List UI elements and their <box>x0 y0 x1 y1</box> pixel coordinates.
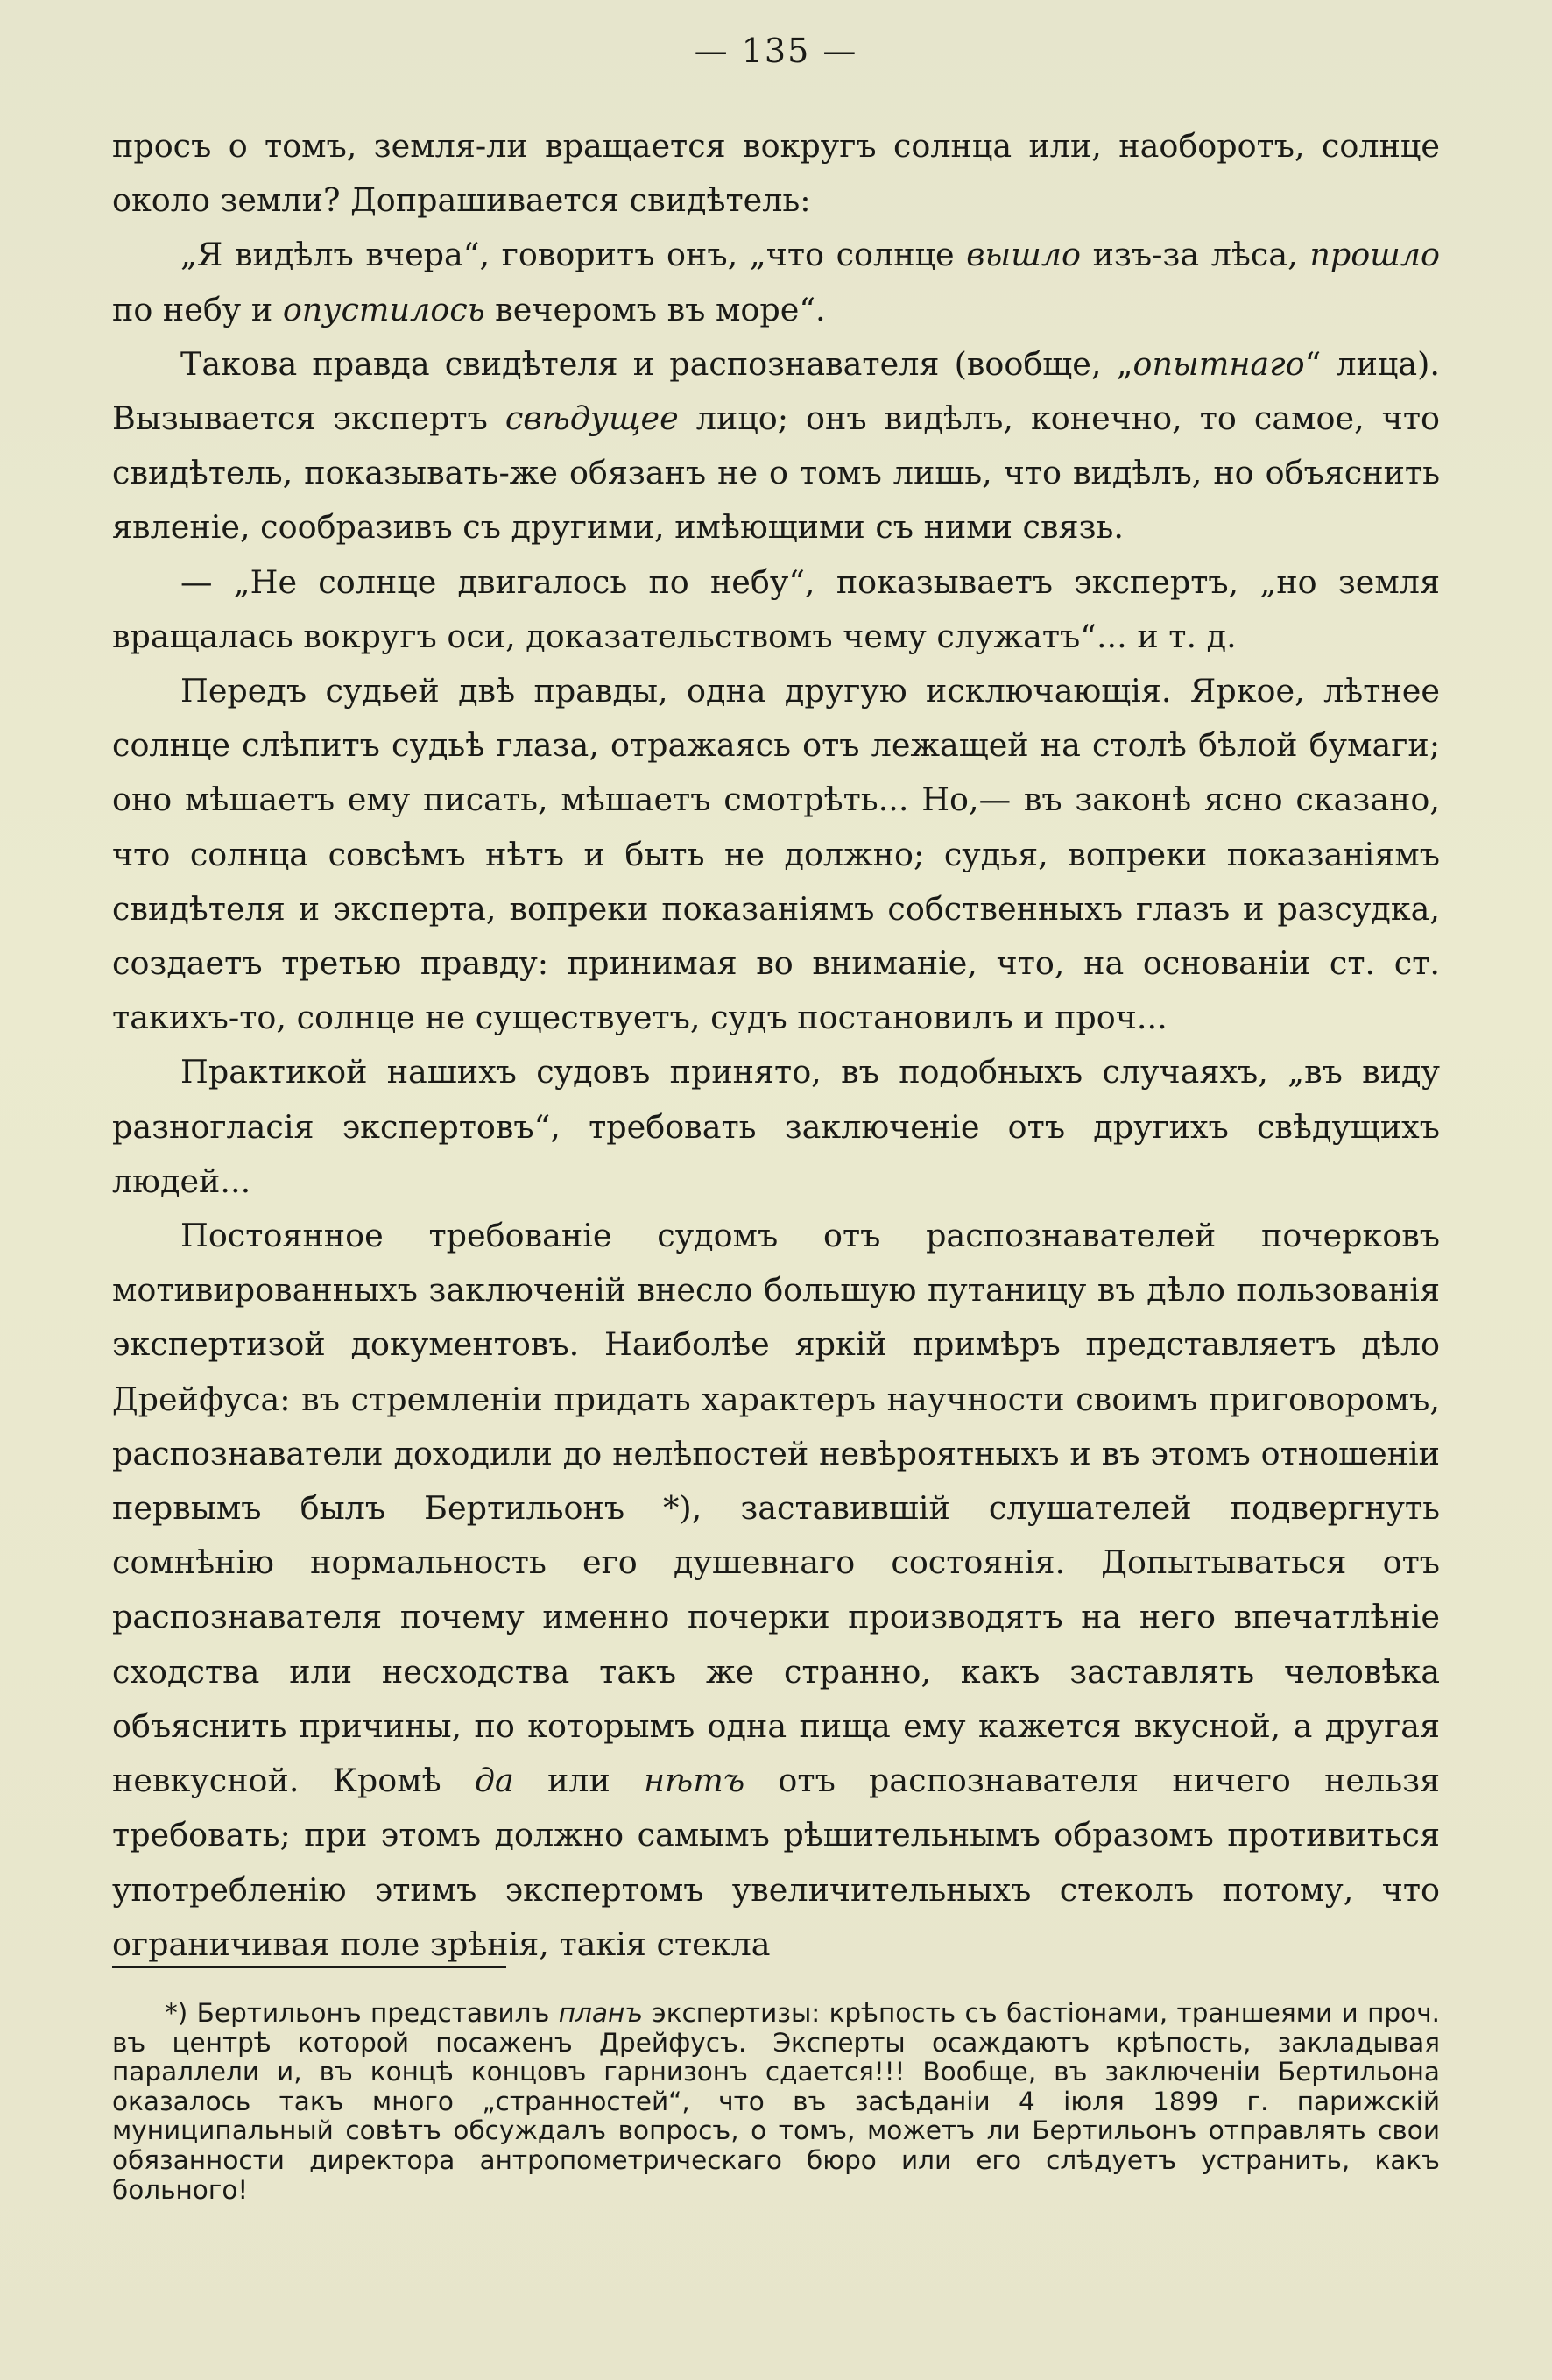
text-run: *) Бертильонъ представилъ <box>165 1998 559 2028</box>
italic-word: опустилось <box>282 290 485 328</box>
text-run: экспертизы: крѣпость съ бастіонами, траншеями и проч. въ центрѣ которой посаженъ Дрейфусъ. Эксперты осаждаютъ крѣпость, закладывая параллели и, въ концѣ концовъ гарнизонъ сдается!!! Вообще, въ заключеніи Бертильона оказалось такъ много „странностей“, что въ засѣданіи 4 іюля 1899 г. парижскій муниципальный совѣтъ обсуждалъ вопросъ, о томъ, можетъ ли Бертильонъ отправлять свои обязанности директора антропометрическаго бюро или его слѣдуетъ устранить, какъ больного! <box>112 1998 1441 2205</box>
paragraph <box>112 119 1440 228</box>
italic-word: вышло <box>966 236 1082 274</box>
italic-word: планъ <box>558 1998 644 2028</box>
paragraph <box>112 555 1440 664</box>
italic-word: свѣдущее <box>504 399 679 438</box>
text-run: Постоянное требованіе судомъ отъ распознавателей почерковъ мотивированныхъ заключеній внесло большую путаницу въ дѣло пользованія экспертизой документовъ. Наиболѣе яркій примѣръ представляетъ дѣло Дрейфуса: въ стремленіи придать характеръ научности своимъ приговоромъ, распознаватели доходили до нелѣпостей невѣроятныхъ и въ этомъ отношеніи первымъ былъ Бертильонъ *), заставившій слушателей подвергнуть сомнѣнію нормальность его душевнаго состоянія. Допытываться отъ распознавателя почему именно почерки производятъ на него впечатлѣніе сходства или несходства такъ же странно, какъ заставлять человѣка объяснить причины, по которымъ одна пища ему кажется вкусной, а другая невкусной. Кромѣ <box>112 1217 1440 1800</box>
text-run: отъ распознавателя ничего нельзя требовать; при этомъ должно самымъ рѣшительнымъ образомъ противиться употребленію этимъ экспертомъ увеличительныхъ стеколъ потому, что ограничивая поле зрѣнія, такія стекла <box>112 1762 1441 1963</box>
text-run: или <box>513 1762 645 1800</box>
text-run: изъ-за лѣса, <box>1081 236 1310 274</box>
page-number: — 135 — <box>694 32 858 70</box>
italic-word: да <box>474 1762 514 1800</box>
text-run: „Я видѣлъ вчера“, говоритъ онъ, „что солнце <box>180 236 967 274</box>
text-run: по небу и <box>112 290 283 328</box>
text-run: вечеромъ въ море“. <box>484 290 826 328</box>
text-run: Передъ судьей двѣ правды, одна другую исключающія. Яркое, лѣтнее солнце слѣпитъ судьѣ глаза, отражаясь отъ лежащей на столѣ бѣлой бумаги; оно мѣшаетъ ему писать, мѣшаетъ смотрѣть... Но,— въ законѣ ясно сказано, что солнца совсѣмъ нѣтъ и быть не должно; судья, вопреки показаніямъ свидѣтеля и эксперта, вопреки показаніямъ собственныхъ глазъ и разсудка, создаетъ третью правду: принимая во вниманіе, что, на основаніи ст. ст. такихъ-то, солнце не существуетъ, судъ постановилъ и проч... <box>112 672 1440 1037</box>
text-run: просъ о томъ, земля-ли вращается вокругъ солнца или, наоборотъ, солнце около земли? Допрашивается свидѣтель: <box>112 127 1440 220</box>
text-run: лицо; онъ видѣлъ, конечно, то самое, что свидѣтель, показывать-же обязанъ не о томъ лишь, что видѣлъ, но объяснить явленіе, сообразивъ съ другими, имѣющими съ ними связь. <box>112 399 1440 547</box>
italic-word: опытнаго <box>1132 344 1305 383</box>
paragraph <box>112 664 1440 1045</box>
text-run: — „Не солнце двигалось по небу“, показываетъ экспертъ, „но земля вращалась вокругъ оси, доказательствомъ чему служатъ“... и т. д. <box>112 562 1440 655</box>
text-run: Такова правда свидѣтеля и распознавателя (вообще, „ <box>180 344 1133 383</box>
footnote-divider <box>112 1966 506 1968</box>
text-run: Практикой нашихъ судовъ принято, въ подобныхъ случаяхъ, „въ виду разногласія экспертовъ“, требовать заключеніе отъ другихъ свѣдущихъ людей... <box>112 1053 1440 1200</box>
text-run: “ лица). Вызывается экспертъ <box>112 344 1440 438</box>
paragraph <box>112 337 1440 555</box>
paragraph <box>112 1045 1440 1209</box>
footnote <box>112 1999 1440 2205</box>
italic-word: прошло <box>1309 236 1440 274</box>
paragraph <box>112 228 1440 336</box>
body-text <box>112 119 1440 1972</box>
paragraph <box>112 1209 1440 1972</box>
italic-word: нѣтъ <box>644 1762 745 1800</box>
